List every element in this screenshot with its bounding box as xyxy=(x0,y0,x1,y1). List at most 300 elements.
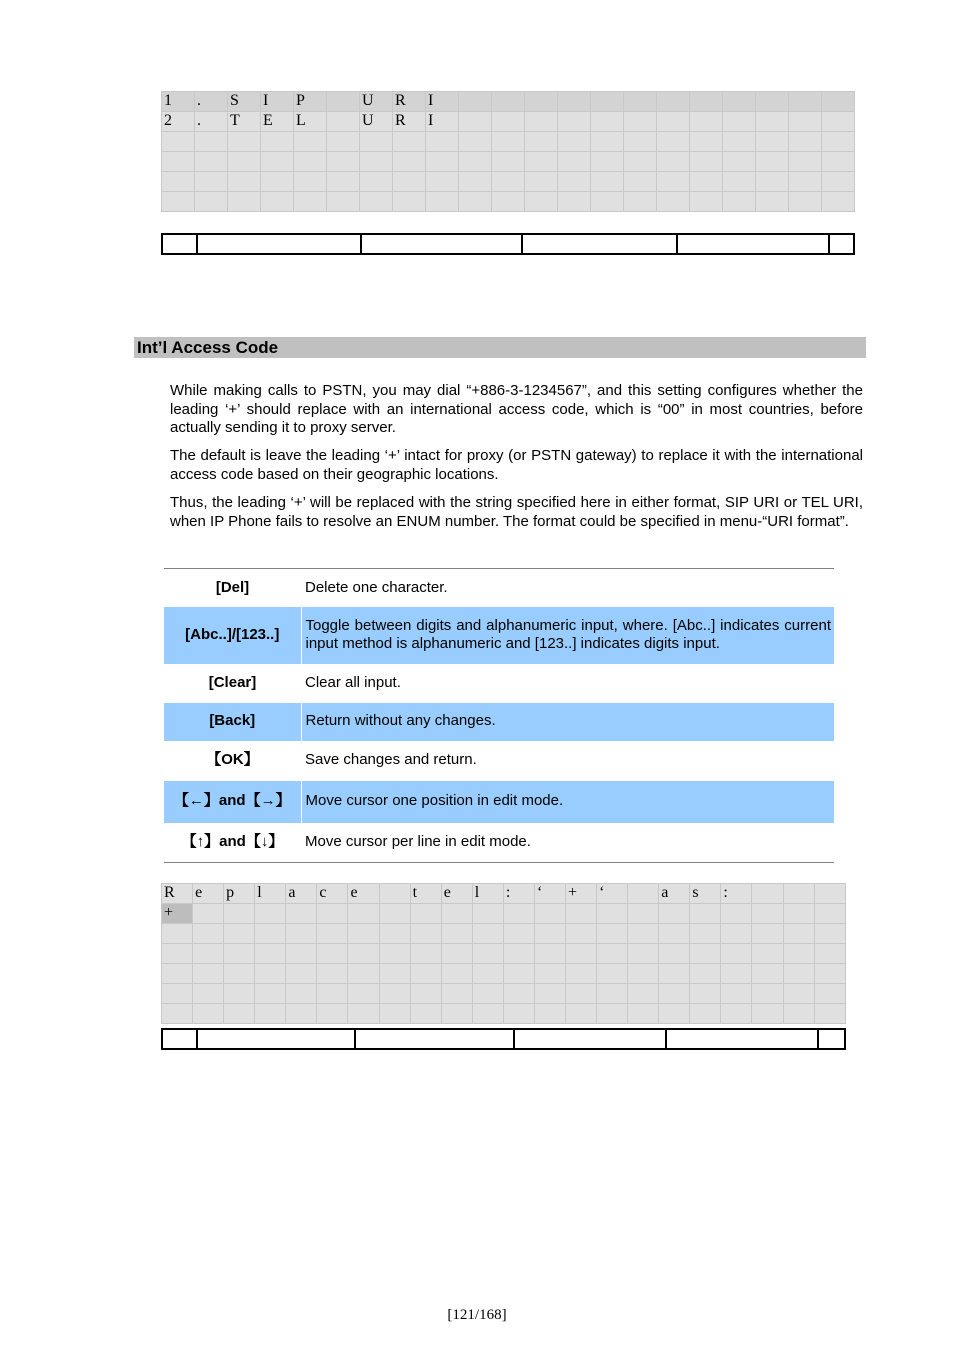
lcd-char-cell xyxy=(756,172,789,192)
lcd-char-cell xyxy=(317,984,348,1004)
lcd-char-cell xyxy=(558,112,591,132)
lcd-char-cell: . xyxy=(195,112,228,132)
softkey-slot[interactable] xyxy=(677,234,829,254)
lcd-char-cell xyxy=(255,944,286,964)
lcd-char-cell: 2 xyxy=(162,112,195,132)
lcd-menu-screen xyxy=(161,91,855,212)
lcd-char-cell xyxy=(534,1004,565,1024)
lcd-char-cell xyxy=(286,924,317,944)
lcd-char-cell xyxy=(789,192,822,212)
lcd-char-cell xyxy=(348,904,379,924)
lcd-char-cell xyxy=(591,152,624,172)
key-row xyxy=(164,569,834,607)
lcd-char-cell xyxy=(534,944,565,964)
key-label: [Del] xyxy=(215,578,250,596)
lcd-char-cell xyxy=(525,132,558,152)
lcd-char-cell xyxy=(459,92,492,112)
key-description: Move cursor one position in edit mode. xyxy=(301,781,834,823)
lcd-char-cell xyxy=(657,112,690,132)
lcd-char-cell xyxy=(752,964,783,984)
lcd-char-cell: l xyxy=(255,884,286,904)
lcd-char-cell xyxy=(286,964,317,984)
lcd-char-cell xyxy=(228,132,261,152)
softkey-slot[interactable] xyxy=(522,234,677,254)
lcd-char-cell xyxy=(492,192,525,212)
lcd-char-cell xyxy=(597,924,628,944)
lcd-char-cell xyxy=(426,152,459,172)
lcd-char-cell xyxy=(789,92,822,112)
lcd-char-cell xyxy=(566,924,597,944)
lcd-char-cell xyxy=(721,984,752,1004)
lcd-char-cell xyxy=(255,964,286,984)
lcd-char-cell xyxy=(814,904,845,924)
lcd-char-cell xyxy=(628,984,659,1004)
lcd-char-cell xyxy=(327,112,360,132)
lcd-char-cell xyxy=(162,924,193,944)
paragraph: The default is leave the leading ‘+’ intact for proxy (or PSTN gateway) to replace it with the international access code based on their geographic locations. xyxy=(170,447,863,483)
lcd-char-cell xyxy=(492,172,525,192)
lcd-char-cell xyxy=(624,192,657,212)
lcd-row xyxy=(162,192,855,212)
lcd-char-cell xyxy=(193,1004,224,1024)
lcd-char-cell xyxy=(224,984,255,1004)
lcd-char-cell xyxy=(690,152,723,172)
lcd-row xyxy=(162,1004,846,1024)
page-number: [121/168] xyxy=(447,1307,507,1323)
lcd-char-cell xyxy=(690,904,721,924)
lcd-char-cell: + xyxy=(162,904,193,924)
lcd-char-cell xyxy=(597,1004,628,1024)
lcd-char-cell xyxy=(752,904,783,924)
lcd-char-cell xyxy=(690,172,723,192)
lcd-char-cell: L xyxy=(294,112,327,132)
lcd-char-cell xyxy=(525,92,558,112)
lcd-char-cell xyxy=(756,132,789,152)
lcd-char-cell xyxy=(822,112,855,132)
lcd-char-cell xyxy=(659,924,690,944)
lcd-char-cell xyxy=(822,172,855,192)
lcd-char-cell: . xyxy=(195,92,228,112)
softkey-slot[interactable] xyxy=(197,1029,355,1049)
paragraph: While making calls to PSTN, you may dial “+886-3-1234567”, and this setting configures whether the leading ‘+’ should replace with an international access code, which is “00” in most countries, before actually sending it to proxy server. xyxy=(170,382,863,436)
lcd-char-cell xyxy=(534,924,565,944)
lcd-char-cell xyxy=(628,924,659,944)
lcd-char-cell xyxy=(224,944,255,964)
lcd-char-cell: ‘ xyxy=(534,884,565,904)
lcd-char-cell: a xyxy=(659,884,690,904)
lcd-char-cell xyxy=(721,904,752,924)
lcd-char-cell xyxy=(789,112,822,132)
key-label: 【←】and【→】 xyxy=(164,781,301,823)
lcd-char-cell xyxy=(261,152,294,172)
lcd-char-cell xyxy=(503,964,534,984)
lcd-char-cell xyxy=(597,944,628,964)
lcd-char-cell: : xyxy=(503,884,534,904)
lcd-char-cell xyxy=(721,924,752,944)
lcd-char-cell xyxy=(628,964,659,984)
lcd-menu-softkeys xyxy=(161,233,855,255)
lcd-char-cell xyxy=(348,924,379,944)
lcd-char-cell xyxy=(162,172,195,192)
lcd-char-cell xyxy=(597,984,628,1004)
lcd-char-cell xyxy=(503,904,534,924)
lcd-char-cell xyxy=(410,944,441,964)
lcd-char-cell xyxy=(566,944,597,964)
lcd-char-cell xyxy=(441,1004,472,1024)
paragraph: Thus, the leading ‘+’ will be replaced with the string specified here in either format, SIP URI or TEL URI, when IP Phone fails to resolve an ENUM number. The format could be specified in menu-“URI format”. xyxy=(170,494,863,530)
lcd-char-cell xyxy=(286,944,317,964)
lcd-char-cell xyxy=(294,192,327,212)
lcd-char-cell xyxy=(472,1004,503,1024)
lcd-char-cell xyxy=(393,192,426,212)
lcd-edit-screen xyxy=(161,883,846,1024)
lcd-char-cell xyxy=(597,964,628,984)
lcd-char-cell xyxy=(294,152,327,172)
lcd-char-cell xyxy=(503,1004,534,1024)
lcd-char-cell xyxy=(193,984,224,1004)
lcd-char-cell xyxy=(752,884,783,904)
lcd-char-cell xyxy=(459,132,492,152)
lcd-char-cell xyxy=(624,172,657,192)
lcd-char-cell xyxy=(789,132,822,152)
lcd-char-cell xyxy=(566,1004,597,1024)
key-description: Return without any changes. xyxy=(301,703,834,741)
lcd-char-cell: R xyxy=(162,884,193,904)
lcd-char-cell xyxy=(723,152,756,172)
lcd-char-cell xyxy=(162,132,195,152)
lcd-char-cell xyxy=(193,904,224,924)
lcd-char-cell xyxy=(426,172,459,192)
lcd-char-cell xyxy=(659,944,690,964)
lcd-char-cell xyxy=(441,944,472,964)
key-label: [Clear] xyxy=(208,673,257,691)
lcd-char-cell xyxy=(783,904,814,924)
lcd-char-cell xyxy=(814,924,845,944)
lcd-char-cell xyxy=(814,884,845,904)
lcd-char-cell xyxy=(690,924,721,944)
lcd-char-cell xyxy=(814,1004,845,1024)
lcd-char-cell xyxy=(723,112,756,132)
lcd-char-cell xyxy=(327,192,360,212)
lcd-char-cell xyxy=(317,924,348,944)
lcd-char-cell: I xyxy=(426,112,459,132)
lcd-char-cell: c xyxy=(317,884,348,904)
key-label: 【OK】 xyxy=(206,751,259,769)
lcd-char-cell: p xyxy=(224,884,255,904)
softkey-slot[interactable] xyxy=(197,234,361,254)
lcd-char-cell xyxy=(348,984,379,1004)
lcd-char-cell xyxy=(348,964,379,984)
lcd-char-cell xyxy=(393,172,426,192)
lcd-char-cell xyxy=(162,192,195,212)
lcd-char-cell xyxy=(472,944,503,964)
lcd-char-cell xyxy=(752,1004,783,1024)
lcd-char-cell xyxy=(721,944,752,964)
lcd-char-cell xyxy=(624,152,657,172)
lcd-char-cell xyxy=(459,192,492,212)
lcd-row xyxy=(162,884,846,904)
lcd-char-cell xyxy=(628,944,659,964)
lcd-row xyxy=(162,924,846,944)
key-row xyxy=(164,823,834,863)
lcd-char-cell xyxy=(525,172,558,192)
key-description: Clear all input. xyxy=(305,673,401,691)
lcd-char-cell: ‘ xyxy=(597,884,628,904)
lcd-row xyxy=(162,944,846,964)
lcd-char-cell xyxy=(659,904,690,924)
lcd-char-cell xyxy=(756,112,789,132)
lcd-char-cell xyxy=(261,132,294,152)
lcd-char-cell xyxy=(721,964,752,984)
lcd-char-cell xyxy=(162,984,193,1004)
lcd-char-cell xyxy=(690,964,721,984)
lcd-char-cell xyxy=(193,944,224,964)
softkey-slot[interactable] xyxy=(162,1029,197,1049)
lcd-char-cell xyxy=(690,944,721,964)
lcd-char-cell xyxy=(317,1004,348,1024)
lcd-char-cell xyxy=(822,92,855,112)
lcd-char-cell xyxy=(472,904,503,924)
lcd-char-cell xyxy=(410,984,441,1004)
lcd-char-cell xyxy=(472,924,503,944)
key-label: [Back] xyxy=(164,703,301,741)
lcd-row xyxy=(162,132,855,152)
lcd-char-cell xyxy=(393,132,426,152)
lcd-row xyxy=(162,984,846,1004)
lcd-char-cell xyxy=(752,944,783,964)
softkey-slot[interactable] xyxy=(162,234,197,254)
lcd-char-cell xyxy=(591,192,624,212)
lcd-char-cell xyxy=(503,984,534,1004)
lcd-char-cell: + xyxy=(566,884,597,904)
lcd-char-cell xyxy=(657,152,690,172)
lcd-char-cell: I xyxy=(426,92,459,112)
lcd-char-cell: : xyxy=(721,884,752,904)
lcd-char-cell: 1 xyxy=(162,92,195,112)
lcd-char-cell xyxy=(657,132,690,152)
lcd-char-cell xyxy=(525,112,558,132)
lcd-char-cell xyxy=(657,192,690,212)
softkey-slot[interactable] xyxy=(514,1029,666,1049)
lcd-char-cell xyxy=(756,92,789,112)
lcd-char-cell xyxy=(789,152,822,172)
lcd-char-cell xyxy=(348,944,379,964)
lcd-char-cell xyxy=(410,1004,441,1024)
key-label: 【↑】and【↓】 xyxy=(181,833,284,850)
lcd-char-cell xyxy=(379,964,410,984)
lcd-char-cell xyxy=(690,192,723,212)
key-description: Save changes and return. xyxy=(305,751,477,769)
lcd-char-cell xyxy=(690,92,723,112)
lcd-char-cell xyxy=(441,904,472,924)
lcd-char-cell xyxy=(426,132,459,152)
key-row xyxy=(164,781,834,823)
lcd-char-cell xyxy=(783,884,814,904)
lcd-char-cell xyxy=(591,172,624,192)
lcd-char-cell xyxy=(814,984,845,1004)
section-heading: Int’l Access Code xyxy=(134,337,866,358)
lcd-char-cell xyxy=(591,92,624,112)
lcd-char-cell xyxy=(723,132,756,152)
lcd-char-cell xyxy=(566,904,597,924)
lcd-char-cell xyxy=(426,192,459,212)
lcd-char-cell xyxy=(783,944,814,964)
lcd-char-cell xyxy=(492,112,525,132)
lcd-char-cell xyxy=(690,1004,721,1024)
lcd-char-cell xyxy=(459,172,492,192)
lcd-char-cell xyxy=(327,92,360,112)
lcd-char-cell xyxy=(195,132,228,152)
lcd-char-cell xyxy=(723,92,756,112)
lcd-char-cell: e xyxy=(441,884,472,904)
lcd-char-cell xyxy=(690,112,723,132)
lcd-char-cell xyxy=(195,172,228,192)
lcd-char-cell xyxy=(657,172,690,192)
lcd-char-cell xyxy=(224,904,255,924)
lcd-char-cell xyxy=(752,924,783,944)
lcd-char-cell xyxy=(558,92,591,112)
lcd-char-cell xyxy=(752,984,783,1004)
lcd-row xyxy=(162,152,855,172)
lcd-row xyxy=(162,964,846,984)
lcd-char-cell xyxy=(286,904,317,924)
lcd-char-cell xyxy=(558,192,591,212)
lcd-char-cell xyxy=(360,132,393,152)
lcd-row xyxy=(162,172,855,192)
lcd-char-cell xyxy=(261,172,294,192)
key-row xyxy=(164,703,834,741)
lcd-char-cell xyxy=(441,984,472,1004)
lcd-char-cell xyxy=(814,964,845,984)
lcd-char-cell xyxy=(814,944,845,964)
lcd-char-cell xyxy=(255,924,286,944)
lcd-char-cell xyxy=(591,132,624,152)
lcd-char-cell xyxy=(822,192,855,212)
lcd-char-cell xyxy=(459,112,492,132)
lcd-char-cell: s xyxy=(690,884,721,904)
lcd-char-cell xyxy=(624,132,657,152)
lcd-char-cell xyxy=(566,964,597,984)
lcd-char-cell xyxy=(410,904,441,924)
lcd-char-cell xyxy=(162,944,193,964)
lcd-char-cell xyxy=(690,132,723,152)
lcd-char-cell xyxy=(659,1004,690,1024)
lcd-char-cell: a xyxy=(286,884,317,904)
lcd-char-cell xyxy=(379,984,410,1004)
lcd-char-cell xyxy=(783,924,814,944)
softkey-slot[interactable] xyxy=(355,1029,514,1049)
lcd-char-cell xyxy=(286,984,317,1004)
lcd-char-cell xyxy=(503,924,534,944)
lcd-char-cell xyxy=(294,132,327,152)
key-description: Delete one character. xyxy=(305,578,448,596)
softkey-slot[interactable] xyxy=(829,234,854,254)
lcd-char-cell xyxy=(317,944,348,964)
lcd-char-cell xyxy=(659,964,690,984)
softkey-slot[interactable] xyxy=(666,1029,818,1049)
lcd-char-cell xyxy=(162,964,193,984)
lcd-char-cell: R xyxy=(393,92,426,112)
lcd-char-cell xyxy=(224,1004,255,1024)
lcd-row xyxy=(162,112,855,132)
lcd-char-cell: T xyxy=(228,112,261,132)
lcd-char-cell: l xyxy=(472,884,503,904)
lcd-char-cell: S xyxy=(228,92,261,112)
lcd-char-cell xyxy=(756,152,789,172)
lcd-char-cell xyxy=(228,172,261,192)
softkey-slot[interactable] xyxy=(818,1029,845,1049)
lcd-char-cell xyxy=(822,152,855,172)
lcd-char-cell xyxy=(525,152,558,172)
lcd-char-cell xyxy=(162,1004,193,1024)
key-row xyxy=(164,664,834,703)
lcd-char-cell xyxy=(723,172,756,192)
lcd-char-cell xyxy=(193,964,224,984)
lcd-char-cell: I xyxy=(261,92,294,112)
lcd-char-cell xyxy=(624,92,657,112)
lcd-char-cell xyxy=(228,192,261,212)
lcd-char-cell xyxy=(255,904,286,924)
lcd-char-cell xyxy=(628,1004,659,1024)
lcd-char-cell xyxy=(558,172,591,192)
lcd-edit-softkeys xyxy=(161,1028,846,1050)
lcd-char-cell xyxy=(756,192,789,212)
lcd-char-cell: e xyxy=(348,884,379,904)
lcd-char-cell xyxy=(492,92,525,112)
lcd-char-cell xyxy=(327,172,360,192)
lcd-char-cell xyxy=(690,984,721,1004)
lcd-char-cell xyxy=(379,924,410,944)
key-row xyxy=(164,607,834,664)
lcd-char-cell xyxy=(360,172,393,192)
lcd-char-cell xyxy=(379,1004,410,1024)
lcd-char-cell xyxy=(657,92,690,112)
lcd-char-cell xyxy=(566,984,597,1004)
lcd-char-cell: P xyxy=(294,92,327,112)
lcd-char-cell xyxy=(162,152,195,172)
key-row xyxy=(164,741,834,781)
lcd-char-cell xyxy=(360,192,393,212)
lcd-char-cell xyxy=(591,112,624,132)
lcd-char-cell xyxy=(822,132,855,152)
lcd-char-cell xyxy=(360,152,393,172)
lcd-char-cell xyxy=(628,884,659,904)
lcd-char-cell xyxy=(441,964,472,984)
lcd-char-cell xyxy=(327,132,360,152)
lcd-char-cell xyxy=(789,172,822,192)
lcd-char-cell xyxy=(558,132,591,152)
key-description: Move cursor per line in edit mode. xyxy=(305,833,531,850)
lcd-char-cell xyxy=(348,1004,379,1024)
lcd-row xyxy=(162,92,855,112)
lcd-char-cell: U xyxy=(360,112,393,132)
lcd-char-cell xyxy=(492,152,525,172)
lcd-char-cell xyxy=(492,132,525,152)
lcd-char-cell xyxy=(534,964,565,984)
lcd-char-cell xyxy=(286,1004,317,1024)
lcd-char-cell xyxy=(195,192,228,212)
lcd-char-cell xyxy=(317,904,348,924)
lcd-row xyxy=(162,904,846,924)
lcd-char-cell xyxy=(459,152,492,172)
softkey-slot[interactable] xyxy=(361,234,522,254)
lcd-char-cell xyxy=(393,152,426,172)
lcd-char-cell xyxy=(472,984,503,1004)
lcd-char-cell xyxy=(410,964,441,984)
lcd-char-cell xyxy=(624,112,657,132)
lcd-char-cell xyxy=(628,904,659,924)
lcd-char-cell xyxy=(224,924,255,944)
